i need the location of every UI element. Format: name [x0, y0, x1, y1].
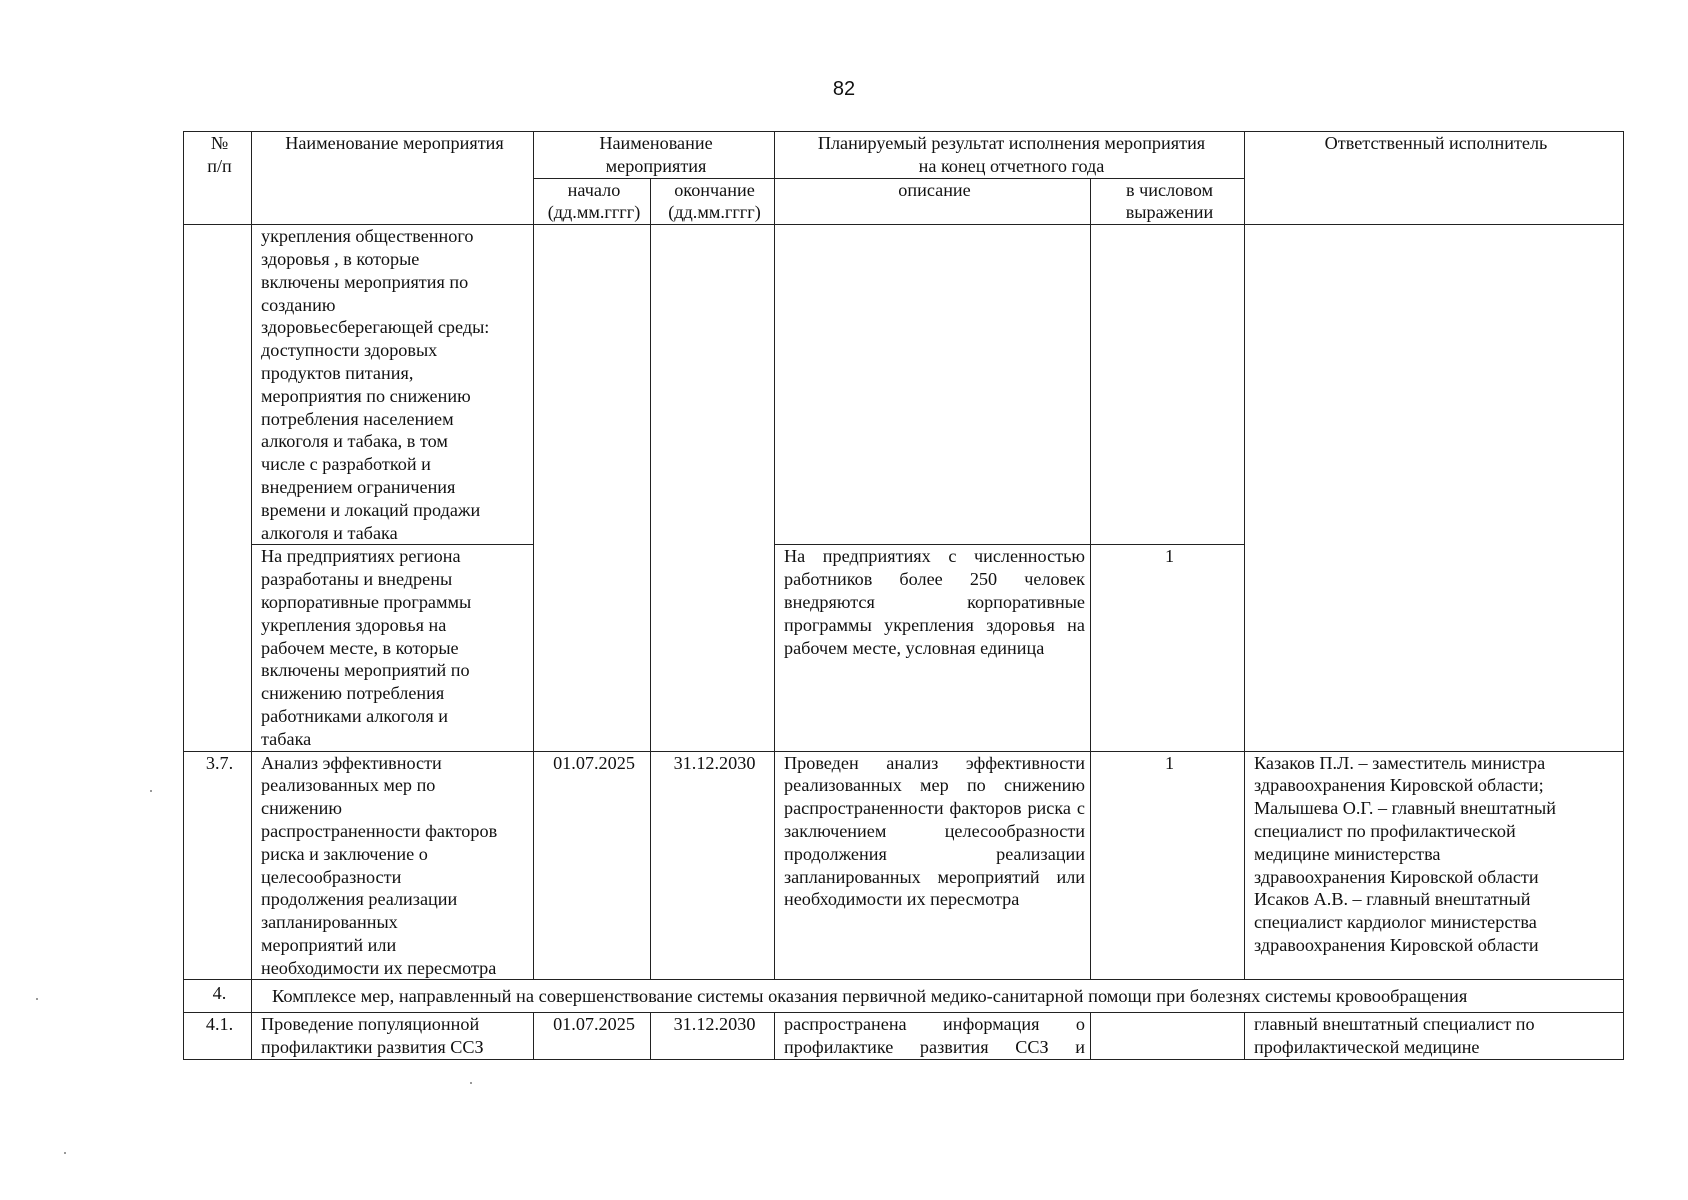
scan-speck	[150, 790, 152, 792]
cell-r41-name: Проведение популяционной профилактики развития ССЗ	[252, 1013, 534, 1060]
cell-r41-end: 31.12.2030	[651, 1013, 775, 1060]
table-row	[184, 225, 1624, 545]
header-numeric: в числовом выражении	[1091, 178, 1245, 225]
table-row	[184, 751, 1624, 980]
header-name: Наименование мероприятия	[252, 132, 534, 225]
cell-r37-value: 1	[1091, 751, 1245, 980]
cell-r41-num: 4.1.	[184, 1013, 252, 1060]
table-row	[184, 1013, 1624, 1060]
cell-r37-num: 3.7.	[184, 751, 252, 980]
cell-r37-end: 31.12.2030	[651, 751, 775, 980]
cell-cont-value-empty	[1091, 225, 1245, 545]
cell-r41-resp: главный внештатный специалист по профилактической медицине	[1245, 1013, 1624, 1060]
section-row	[184, 980, 1624, 1013]
cell-corp-name: На предприятиях региона разработаны и внедрены корпоративные программы укрепления здоровья на рабочем месте, в которые включены мероприятий по снижению потребления работниками алкоголя и табака	[252, 545, 534, 751]
page-number: 82	[832, 78, 856, 100]
header-row-1	[184, 132, 1624, 179]
scan-speck	[64, 1152, 66, 1154]
cell-corp-desc: На предприятиях с численностью работников более 250 человек внедряются корпоративные программы укрепления здоровья на рабочем месте, условная единица	[775, 545, 1091, 751]
header-dates-group: Наименование мероприятия	[534, 132, 775, 179]
cell-start-empty	[534, 225, 651, 751]
cell-corp-value: 1	[1091, 545, 1245, 751]
cell-r4-num: 4.	[184, 980, 252, 1013]
header-result-group: Планируемый результат исполнения мероприятия на конец отчетного года	[775, 132, 1245, 179]
cell-r37-start: 01.07.2025	[534, 751, 651, 980]
activities-table	[183, 131, 1624, 1060]
cell-r41-value	[1091, 1013, 1245, 1060]
header-num: № п/п	[184, 132, 252, 225]
cell-r37-name: Анализ эффективности реализованных мер по снижению распространенности факторов риска и заключение о целесообразности продолжения реализации запланированных мероприятий или необходимости их пересмотра	[252, 751, 534, 980]
header-responsible: Ответственный исполнитель	[1245, 132, 1624, 179]
cell-r37-desc: Проведен анализ эффективности реализованных мер по снижению распространенности факторов риска с заключением целесообразности продолжения реализации запланированных мероприятий или необходимости их пересмотра	[775, 751, 1091, 980]
cell-cont-name: укрепления общественного здоровья , в которые включены мероприятия по созданию здоровьесберегающей среды: доступности здоровых продуктов питания, мероприятия по снижению потребления населением алкоголя и табака, в том числе с разработкой и внедрением ограничения времени и локаций продажи алкоголя и табака	[252, 225, 534, 545]
cell-r37-resp: Казаков П.Л. – заместитель министра здравоохранения Кировской области; Малышева О.Г. – главный внештатный специалист по профилактической медицине министерства здравоохранения Кировской области Исаков А.В. – главный внештатный специалист кардиолог министерства здравоохранения Кировской области	[1245, 751, 1624, 980]
cell-num-empty	[184, 225, 252, 751]
cell-resp-empty	[1245, 225, 1624, 751]
cell-r4-title: Комплексе мер, направленный на совершенствование системы оказания первичной медико-санитарной помощи при болезнях системы кровообращения	[252, 980, 1624, 1013]
header-responsible-cont	[1245, 178, 1624, 225]
header-end: окончание (дд.мм.гггг)	[651, 178, 775, 225]
header-description: описание	[775, 178, 1091, 225]
cell-r41-start: 01.07.2025	[534, 1013, 651, 1060]
cell-cont-desc-empty	[775, 225, 1091, 545]
cell-r41-desc: распространена информация о профилактике развития ССЗ и	[775, 1013, 1091, 1060]
cell-end-empty	[651, 225, 775, 751]
header-start: начало (дд.мм.гггг)	[534, 178, 651, 225]
scan-speck	[470, 1082, 472, 1084]
scan-speck	[36, 998, 38, 1000]
